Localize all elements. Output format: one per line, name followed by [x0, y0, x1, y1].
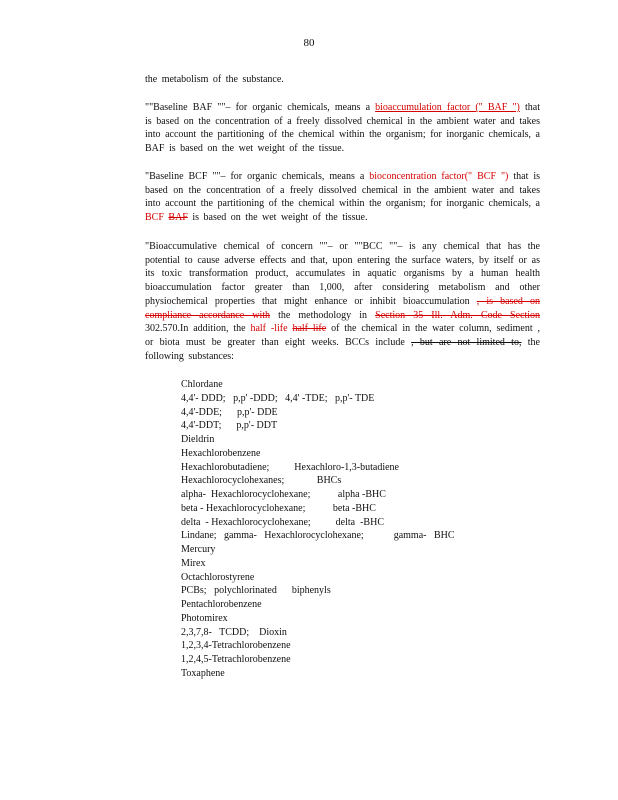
text-run: is based on the wet weight of the tissue. — [187, 212, 368, 224]
text-run: ""Baseline BAF ""– for organic chemicals, means a — [145, 102, 376, 113]
substance-item: Mirex — [181, 557, 206, 569]
text-run: "Baseline BCF ""– for organic chemicals, means a — [145, 171, 370, 182]
substance-item: 1,2,3,4-Tetrachlorobenzene — [181, 640, 291, 652]
substance-item: 1,2,4,5-Tetrachlorobenzene — [181, 654, 291, 665]
substance-item: PCBs; polychlorinated biphenyls — [181, 585, 331, 597]
revised-text: bioconcentration factor(" BCF ") — [369, 171, 509, 182]
struck-text: Section 35 Ill. Adm. Code Section — [375, 309, 541, 321]
substance-list — [181, 378, 455, 681]
revised-text: half -life — [250, 323, 288, 335]
substance-item: Toxaphene — [181, 667, 225, 679]
substance-item: Dieldrin — [181, 434, 215, 445]
substance-item: alpha- Hexachlorocyclohexane; alpha -BHC — [181, 489, 386, 500]
text-run: of the chemical in the water column, sediment , or biota must be greater than eight weeks. BCCs include — [145, 323, 541, 348]
substance-item: Hexachlorobenzene — [181, 447, 261, 459]
struck-text: half life — [292, 323, 327, 335]
text-run: the methodology in — [270, 309, 376, 321]
substance-item: Hexachlorocyclohexanes; BHCs — [181, 475, 342, 487]
page-number: 80 — [303, 37, 315, 49]
paragraph-baseline-baf — [145, 101, 540, 156]
text-run: "Bioaccumulative chemical of concern ""– or ""BCC ""– is any chemical that has the potential to cause adverse effects and that, upon entering the surface waters, by itself or as its toxic transformation product, accumulates in aquatic organisms by a human health bioaccumulation factor greater than 1,000, after considering metabolism and other physiochemical properties that might enhance or inhibit bioaccumulation — [145, 241, 540, 307]
text-run: that is based on the concentration of a freely dissolved chemical in the ambient water and takes into account the partitioning of the chemical within the organism; for inorganic chemicals, a BAF is based on the wet weight of the tissue. — [145, 102, 540, 155]
substance-item: 4,4'-DDT; p,p'- DDT — [181, 420, 278, 432]
substance-item: delta - Hexachlorocyclohexane; delta -BHC — [181, 516, 384, 528]
substance-item: beta - Hexachlorocyclohexane; beta -BHC — [181, 502, 376, 514]
text-run: 302.570.In addition, the — [145, 323, 251, 335]
substance-item: 2,3,7,8- TCDD; Dioxin — [181, 626, 287, 638]
substance-item: Lindane; gamma- Hexachlorocyclohexane; gamma- BHC — [181, 530, 455, 542]
substance-item: Photomirex — [181, 612, 228, 624]
substance-item: 4,4'- DDD; p,p' -DDD; 4,4' -TDE; p,p'- TDE — [181, 392, 375, 404]
substance-item: Hexachlorobutadiene; Hexachloro-1,3-butadiene — [181, 461, 399, 473]
struck-text: , is based on compliance accordance with — [145, 295, 540, 321]
struck-text: BAF — [168, 212, 188, 224]
revised-text: bioaccumulation factor (" BAF ") — [375, 102, 520, 113]
text-run: that is based on the concentration of a freely dissolved chemical in the ambient water and takes into account the partitioning of the chemical within the organism; for inorganic chemicals, a — [145, 171, 540, 210]
paragraph-continuation: the metabolism of the substance. — [145, 74, 284, 85]
substance-item: 4,4'-DDE; p,p'- DDE — [181, 406, 278, 418]
revised-text: BCF — [145, 212, 164, 224]
paragraph-baseline-bcf — [145, 170, 540, 225]
substance-item: Octachlorostyrene — [181, 571, 255, 583]
substance-item: Chlordane — [181, 379, 223, 390]
struck-text: , but are not limited to, — [411, 336, 522, 348]
text-run: the following substances: — [145, 336, 540, 362]
paragraph-bcc-definition — [145, 240, 540, 363]
substance-item: Pentachlorobenzene — [181, 599, 262, 610]
substance-item: Mercury — [181, 544, 216, 555]
